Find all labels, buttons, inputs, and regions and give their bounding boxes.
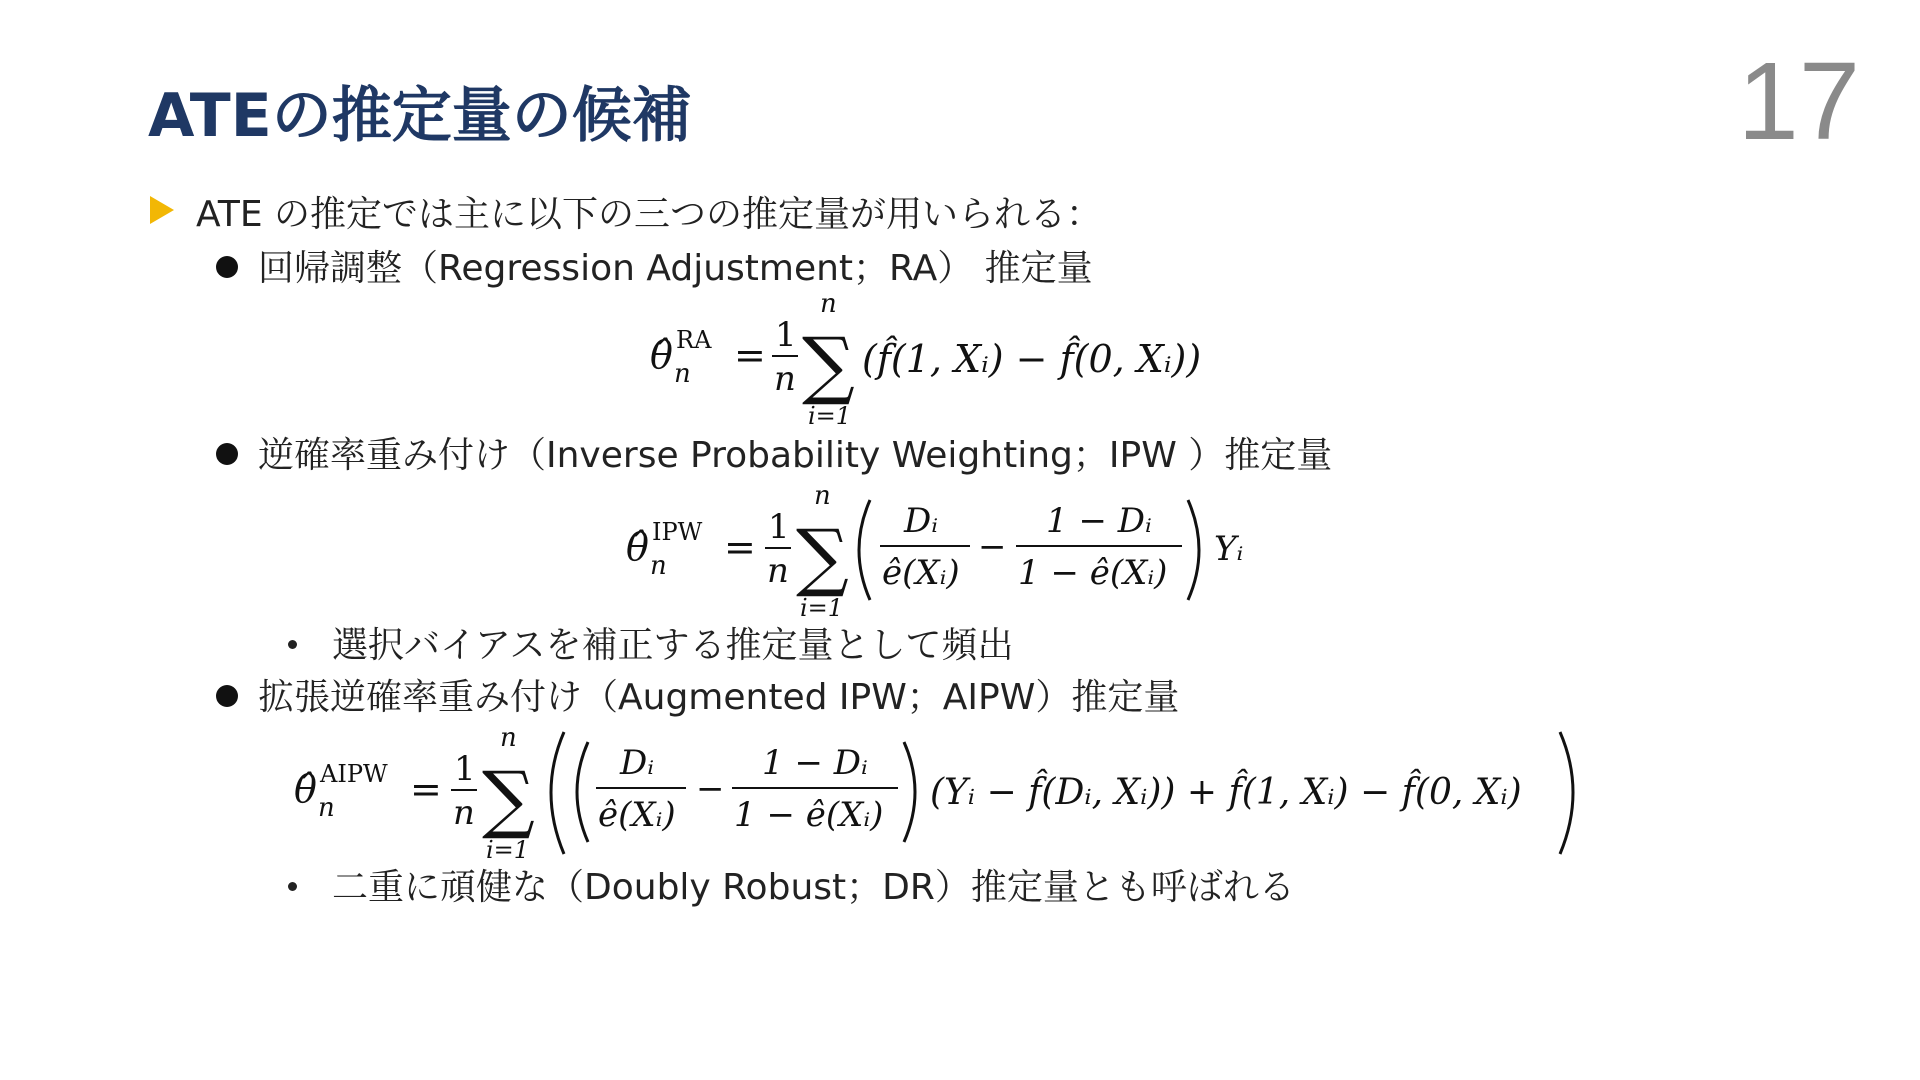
- right-paren: [904, 742, 915, 842]
- formula-1me: 1 − ê(Xᵢ): [734, 795, 884, 835]
- outer-left-paren: [551, 732, 564, 854]
- formula-sum-bottom: i=1: [808, 402, 852, 430]
- formula-eq: =: [734, 333, 766, 377]
- formula-Di: Dᵢ: [620, 743, 655, 783]
- formula-sum-bottom: i=1: [486, 836, 530, 864]
- formula-1mD: 1 − Dᵢ: [762, 743, 868, 783]
- left-paren: [577, 742, 588, 842]
- formula-sub-n: n: [674, 359, 691, 389]
- formula-theta: θ̂: [626, 525, 649, 569]
- formula-sum-bottom: i=1: [800, 594, 844, 620]
- formula-sub-n: n: [318, 793, 335, 823]
- formula-ra: [650, 290, 1250, 430]
- formula-frac-num: 1: [775, 315, 797, 355]
- formula-theta: θ̂: [650, 333, 673, 377]
- sub-bullet-icon: [288, 640, 297, 649]
- bullet-ra-text: 回帰調整（Regression Adjustment；RA） 推定量: [258, 248, 1093, 289]
- formula-sup: IPW: [652, 518, 703, 546]
- arrow-bullet-icon: [150, 196, 174, 224]
- right-paren: [1188, 500, 1199, 600]
- formula-sum-top: n: [814, 481, 831, 511]
- formula-sum-sign: ∑: [796, 514, 849, 600]
- formula-frac-den: n: [453, 793, 475, 833]
- formula-e: ê(Xᵢ): [882, 553, 960, 593]
- sub-bullet-icon: [288, 882, 297, 891]
- formula-sum-sign: ∑: [802, 322, 855, 408]
- formula-sum-sign: ∑: [482, 756, 535, 842]
- formula-aipw: [294, 722, 1594, 864]
- formula-theta: θ̂: [294, 767, 317, 811]
- bullet-aipw-text: 拡張逆確率重み付け（Augmented IPW；AIPW）推定量: [258, 677, 1180, 718]
- formula-sum-top: n: [500, 723, 517, 753]
- formula-sum-top: n: [820, 290, 837, 319]
- slide-title: ATEの推定量の候補: [148, 81, 692, 151]
- formula-minus: −: [978, 527, 1007, 567]
- formula-eq: =: [724, 525, 756, 569]
- bullet-ipw-text: 逆確率重み付け（Inverse Probability Weighting；IPW ）推定量: [258, 435, 1333, 476]
- bullet-dot-icon: [216, 685, 238, 707]
- formula-ra-body: (f̂(1, Xᵢ) − f̂(0, Xᵢ)): [862, 337, 1202, 381]
- formula-aipw-tail: (Yᵢ − f̂(Dᵢ, Xᵢ)) + f̂(1, Xᵢ) − f̂(0, Xᵢ): [930, 772, 1522, 813]
- left-paren: [859, 500, 870, 600]
- formula-eq: =: [410, 767, 442, 811]
- bullet-dot-icon: [216, 256, 238, 278]
- formula-ipw: [626, 480, 1266, 620]
- formula-Yi: Yᵢ: [1214, 529, 1244, 569]
- formula-frac-den: n: [774, 359, 796, 399]
- sub-aipw-text: 二重に頑健な（Doubly Robust；DR）推定量とも呼ばれる: [332, 867, 1295, 908]
- formula-frac-num: 1: [768, 507, 790, 547]
- sub-ipw-text: 選択バイアスを補正する推定量として頻出: [332, 625, 1014, 666]
- outer-right-paren: [1560, 732, 1573, 854]
- formula-1me: 1 − ê(Xᵢ): [1018, 553, 1168, 593]
- formula-e: ê(Xᵢ): [598, 795, 676, 835]
- formula-1mD: 1 − Dᵢ: [1046, 501, 1152, 541]
- bullet-dot-icon: [216, 443, 238, 465]
- formula-Di: Dᵢ: [904, 501, 939, 541]
- page-number: 17: [1737, 40, 1860, 163]
- formula-frac-den: n: [767, 551, 789, 591]
- formula-sub-n: n: [650, 551, 667, 581]
- intro-text: ATE の推定では主に以下の三つの推定量が用いられる：: [196, 194, 1103, 235]
- formula-minus: −: [696, 769, 725, 809]
- formula-sup: RA: [676, 326, 712, 354]
- formula-sup: AIPW: [320, 760, 388, 788]
- formula-frac-num: 1: [454, 749, 476, 789]
